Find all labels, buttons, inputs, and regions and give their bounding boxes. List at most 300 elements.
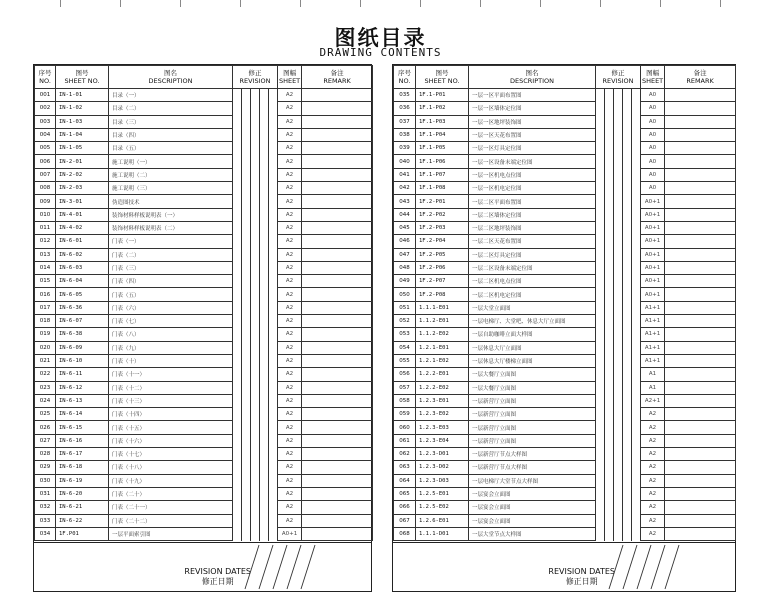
table-row [394, 501, 736, 514]
revision-cell [260, 487, 269, 500]
drawing-title: 一层大堂立面图 [469, 301, 596, 314]
table-row [35, 235, 373, 248]
revision-cell [233, 115, 242, 128]
sheet-size: A0 [641, 128, 665, 141]
sheet-size: A2 [641, 421, 665, 434]
revision-cell [623, 501, 632, 514]
ruler-tick [600, 0, 601, 7]
revision-cell [605, 235, 614, 248]
revision-cell [260, 341, 269, 354]
sheet-size: A1+1 [641, 315, 665, 328]
revision-cell [614, 527, 623, 540]
sheet-number: IN-6-10 [56, 354, 109, 367]
revision-cell [269, 102, 278, 115]
sheet-size: A2 [641, 527, 665, 540]
revision-cell [605, 115, 614, 128]
remark-cell [665, 221, 736, 234]
revision-cell [269, 394, 278, 407]
remark-cell [302, 89, 373, 102]
col-revision-header-zh: 修正 [248, 69, 262, 77]
sheet-number: 1.1.2-E02 [416, 328, 469, 341]
revision-cell [614, 221, 623, 234]
remark-cell [665, 394, 736, 407]
row-number: 046 [394, 235, 416, 248]
revision-cell [632, 182, 641, 195]
revision-cell [233, 421, 242, 434]
sheet-number: 1F.1-P06 [416, 155, 469, 168]
revision-cell [632, 341, 641, 354]
remark-cell [302, 434, 373, 447]
row-number: 011 [35, 221, 56, 234]
sheet-size: A2 [278, 208, 302, 221]
row-number: 066 [394, 501, 416, 514]
drawing-title: 门表（十九） [109, 474, 233, 487]
revision-cell [632, 208, 641, 221]
sheet-size: A2 [278, 381, 302, 394]
revision-cell [614, 102, 623, 115]
revision-cell [233, 527, 242, 540]
revision-cell [605, 434, 614, 447]
revision-cell [251, 128, 260, 141]
sheet-number: 1F.1-P03 [416, 115, 469, 128]
revision-cell [260, 142, 269, 155]
revision-cell [623, 208, 632, 221]
revision-cell [623, 408, 632, 421]
revision-cell [605, 501, 614, 514]
revision-cell [614, 501, 623, 514]
remark-cell [302, 128, 373, 141]
remark-cell [665, 128, 736, 141]
drawing-title: 一层二区墙体定位图 [469, 208, 596, 221]
revision-cell [242, 461, 251, 474]
table-row [394, 527, 736, 540]
revision-cell [251, 275, 260, 288]
col-sheet-header-zh: 图号 [75, 69, 89, 77]
revision-cell [251, 434, 260, 447]
revision-cell [269, 421, 278, 434]
revision-cell [242, 235, 251, 248]
drawing-title: 门表（十六） [109, 434, 233, 447]
ruler-tick [480, 0, 481, 7]
remark-cell [302, 142, 373, 155]
revision-cell [269, 182, 278, 195]
row-number: 025 [35, 408, 56, 421]
col-size-header [641, 66, 665, 89]
revision-slash-mark [637, 545, 651, 589]
revision-cell [632, 408, 641, 421]
row-number: 049 [394, 275, 416, 288]
table-row [394, 421, 736, 434]
row-number: 038 [394, 128, 416, 141]
revision-dates-footer-right [393, 542, 735, 591]
revision-cell [623, 368, 632, 381]
revision-cell [269, 142, 278, 155]
remark-cell [665, 368, 736, 381]
revision-cell [632, 168, 641, 181]
revision-dates-en: REVISION DATES [548, 567, 615, 576]
sheet-size: A0 [641, 89, 665, 102]
drawing-title: 装饰材料样板说明表（一） [109, 208, 233, 221]
revision-cell [614, 155, 623, 168]
revision-cell [596, 514, 605, 527]
row-number: 008 [35, 182, 56, 195]
revision-cell [242, 341, 251, 354]
revision-cell [269, 168, 278, 181]
table-row [394, 195, 736, 208]
revision-cell [260, 275, 269, 288]
revision-slash-mark [273, 545, 287, 589]
sheet-size: A0+1 [641, 221, 665, 234]
row-number: 061 [394, 434, 416, 447]
revision-cell [614, 408, 623, 421]
row-number: 032 [35, 501, 56, 514]
revision-cell [242, 275, 251, 288]
revision-cell [233, 235, 242, 248]
revision-cell [251, 354, 260, 367]
revision-cell [269, 448, 278, 461]
table-row [35, 434, 373, 447]
row-number: 002 [35, 102, 56, 115]
row-number: 064 [394, 474, 416, 487]
revision-cell [251, 341, 260, 354]
col-desc-header-zh: 图名 [525, 69, 539, 77]
sheet-number: 1F.1-P08 [416, 182, 469, 195]
remark-cell [302, 115, 373, 128]
sheet-number: 1.2.5-E02 [416, 501, 469, 514]
table-row [394, 354, 736, 367]
remark-cell [302, 261, 373, 274]
table-row [394, 128, 736, 141]
remark-cell [302, 421, 373, 434]
table-row [35, 381, 373, 394]
revision-cell [251, 115, 260, 128]
col-sheet-header-en: SHEET NO. [64, 77, 100, 85]
col-size-header [278, 66, 302, 89]
ruler-tick [180, 0, 181, 7]
row-number: 056 [394, 368, 416, 381]
row-number: 033 [35, 514, 56, 527]
revision-cell [233, 182, 242, 195]
ruler-tick [300, 0, 301, 7]
revision-cell [251, 142, 260, 155]
col-remark-header-en: REMARK [323, 77, 351, 85]
revision-cell [623, 261, 632, 274]
revision-cell [623, 168, 632, 181]
revision-cell [269, 301, 278, 314]
drawing-title: 一层一区灯具定位图 [469, 142, 596, 155]
col-revision-header [233, 66, 278, 89]
revision-cell [623, 514, 632, 527]
remark-cell [665, 514, 736, 527]
row-number: 018 [35, 315, 56, 328]
sheet-size: A2+1 [641, 394, 665, 407]
col-size-header-zh: 图幅 [646, 69, 660, 77]
drawing-title: 门表（一） [109, 235, 233, 248]
remark-cell [302, 328, 373, 341]
row-number: 010 [35, 208, 56, 221]
drawing-title: 目录（二） [109, 102, 233, 115]
table-row [394, 408, 736, 421]
sheet-size: A2 [278, 261, 302, 274]
revision-cell [614, 142, 623, 155]
sheet-size: A2 [278, 487, 302, 500]
revision-cell [251, 248, 260, 261]
table-row [394, 394, 736, 407]
revision-cell [605, 448, 614, 461]
revision-cell [242, 394, 251, 407]
sheet-number: IN-6-20 [56, 487, 109, 500]
revision-cell [251, 168, 260, 181]
sheet-size: A2 [278, 421, 302, 434]
sheet-size: A1+1 [641, 341, 665, 354]
drawing-title: 一层一区机电定位图 [469, 182, 596, 195]
drawing-title: 一层宴会立面图 [469, 487, 596, 500]
sheet-number: 1.1.1-E01 [416, 301, 469, 314]
revision-cell [623, 288, 632, 301]
revision-cell [623, 421, 632, 434]
row-number: 047 [394, 248, 416, 261]
revision-cell [233, 354, 242, 367]
sheet-number: 1.2.3-E03 [416, 421, 469, 434]
revision-cell [605, 142, 614, 155]
sheet-number: 1.2.2-E02 [416, 381, 469, 394]
sheet-number: 1.1.1-D01 [416, 527, 469, 540]
sheet-number: 1F.2-P04 [416, 235, 469, 248]
revision-cell [623, 341, 632, 354]
sheet-number: IN-1-02 [56, 102, 109, 115]
revision-cell [596, 155, 605, 168]
revision-cell [614, 474, 623, 487]
revision-cell [242, 182, 251, 195]
revision-cell [632, 248, 641, 261]
revision-cell [605, 368, 614, 381]
sheet-number: IN-6-04 [56, 275, 109, 288]
revision-cell [623, 235, 632, 248]
revision-slash-mark [609, 545, 623, 589]
revision-cell [260, 208, 269, 221]
revision-cell [632, 474, 641, 487]
revision-cell [632, 448, 641, 461]
revision-cell [242, 288, 251, 301]
revision-cell [614, 354, 623, 367]
sheet-number: IN-2-03 [56, 182, 109, 195]
remark-cell [665, 142, 736, 155]
table-row [394, 208, 736, 221]
drawing-title: 目录（五） [109, 142, 233, 155]
col-revision-header-en: REVISION [602, 77, 634, 85]
table-row [35, 527, 373, 540]
sheet-size: A2 [278, 501, 302, 514]
sheet-size: A2 [641, 434, 665, 447]
revision-cell [269, 288, 278, 301]
drawing-title: 施工说明（三） [109, 182, 233, 195]
row-number: 029 [35, 461, 56, 474]
col-revision-header-zh: 修正 [611, 69, 625, 77]
drawing-title: 门表（十二） [109, 381, 233, 394]
remark-cell [302, 341, 373, 354]
row-number: 054 [394, 341, 416, 354]
sheet-number: IN-1-03 [56, 115, 109, 128]
revision-cell [242, 301, 251, 314]
revision-cell [242, 142, 251, 155]
revision-cell [269, 474, 278, 487]
sheet-number: 1F.1-P07 [416, 168, 469, 181]
revision-slash-mark [651, 545, 665, 589]
sheet-size: A0+1 [641, 235, 665, 248]
sheet-number: IN-6-16 [56, 434, 109, 447]
sheet-number: 1.2.3-D03 [416, 474, 469, 487]
revision-cell [269, 368, 278, 381]
sheet-number: IN-1-04 [56, 128, 109, 141]
remark-cell [665, 328, 736, 341]
revision-cell [233, 248, 242, 261]
revision-slash-mark [245, 545, 259, 589]
revision-cell [632, 235, 641, 248]
revision-cell [614, 381, 623, 394]
revision-cell [242, 501, 251, 514]
table-row [35, 328, 373, 341]
revision-cell [260, 315, 269, 328]
col-desc-header-en: DESCRIPTION [510, 77, 554, 85]
revision-cell [242, 527, 251, 540]
drawing-title: 一层自助咖啡立面大样图 [469, 328, 596, 341]
revision-cell [269, 328, 278, 341]
revision-cell [260, 501, 269, 514]
revision-cell [614, 89, 623, 102]
sheet-size: A2 [278, 328, 302, 341]
revision-cell [269, 155, 278, 168]
table-row [394, 341, 736, 354]
revision-cell [596, 315, 605, 328]
remark-cell [302, 155, 373, 168]
table-row [35, 487, 373, 500]
remark-cell [302, 487, 373, 500]
drawing-title: 一层二区天花布置图 [469, 235, 596, 248]
sheet-number: 1F.2-P06 [416, 261, 469, 274]
revision-cell [251, 448, 260, 461]
revision-cell [260, 328, 269, 341]
revision-cell [242, 434, 251, 447]
revision-cell [614, 208, 623, 221]
revision-cell [596, 328, 605, 341]
revision-cell [605, 102, 614, 115]
sheet-number: IN-6-18 [56, 461, 109, 474]
drawing-title: 一层新营厅立面图 [469, 421, 596, 434]
revision-cell [632, 394, 641, 407]
table-row [394, 275, 736, 288]
ruler-tick [60, 0, 61, 7]
revision-cell [623, 315, 632, 328]
drawing-title: 一层新营厅立面图 [469, 434, 596, 447]
revision-cell [623, 102, 632, 115]
revision-cell [233, 102, 242, 115]
revision-cell [233, 501, 242, 514]
table-row [394, 514, 736, 527]
revision-cell [623, 115, 632, 128]
col-no-header-zh: 序号 [398, 69, 411, 77]
revision-cell [623, 461, 632, 474]
sheet-number: IN-4-02 [56, 221, 109, 234]
revision-cell [605, 221, 614, 234]
revision-cell [242, 208, 251, 221]
remark-cell [302, 394, 373, 407]
revision-cell [260, 182, 269, 195]
drawing-title: 门表（二十） [109, 487, 233, 500]
drawing-title: 一层一区地坪装饰图 [469, 115, 596, 128]
sheet-number: IN-6-01 [56, 235, 109, 248]
remark-cell [665, 275, 736, 288]
table-row [394, 115, 736, 128]
revision-cell [632, 221, 641, 234]
table-row [35, 368, 373, 381]
revision-cell [242, 474, 251, 487]
revision-cell [242, 89, 251, 102]
revision-cell [623, 128, 632, 141]
sheet-number: 1F.2-P03 [416, 221, 469, 234]
remark-cell [302, 168, 373, 181]
revision-slash-mark [287, 545, 301, 589]
drawing-title: 门表（十五） [109, 421, 233, 434]
sheet-number: IN-6-07 [56, 315, 109, 328]
revision-cell [632, 261, 641, 274]
sheet-size: A2 [641, 448, 665, 461]
revision-cell [269, 434, 278, 447]
drawing-title: 门表（十八） [109, 461, 233, 474]
sheet-size: A0+1 [641, 261, 665, 274]
remark-cell [665, 434, 736, 447]
sheet-number: 1.2.6-E01 [416, 514, 469, 527]
title-zh: 图纸目录 [334, 26, 427, 50]
revision-cell [632, 128, 641, 141]
revision-cell [260, 195, 269, 208]
row-number: 001 [35, 89, 56, 102]
table-row [35, 261, 373, 274]
revision-cell [632, 354, 641, 367]
revision-cell [269, 235, 278, 248]
revision-cell [632, 275, 641, 288]
sheet-size: A2 [641, 474, 665, 487]
revision-cell [596, 474, 605, 487]
sheet-number: IN-6-03 [56, 261, 109, 274]
sheet-size: A2 [278, 89, 302, 102]
remark-cell [302, 408, 373, 421]
remark-cell [665, 421, 736, 434]
revision-cell [596, 461, 605, 474]
revision-cell [605, 474, 614, 487]
sheet-number: IN-6-36 [56, 301, 109, 314]
revision-cell [632, 421, 641, 434]
revision-cell [242, 315, 251, 328]
row-number: 023 [35, 381, 56, 394]
col-no-header-zh: 序号 [38, 69, 52, 77]
revision-cell [605, 354, 614, 367]
sheet-size: A2 [278, 221, 302, 234]
drawing-title: 一层二区机电点位图 [469, 275, 596, 288]
remark-cell [665, 527, 736, 540]
row-number: 022 [35, 368, 56, 381]
revision-cell [596, 208, 605, 221]
sheet-number: 1F.1-P01 [416, 89, 469, 102]
revision-cell [632, 487, 641, 500]
drawing-title: 一层电梯厅大堂节点大样图 [469, 474, 596, 487]
drawing-title: 门表（二十二） [109, 514, 233, 527]
table-row [394, 168, 736, 181]
header-row [394, 66, 736, 89]
drawing-title: 门表（二） [109, 248, 233, 261]
revision-cell [632, 461, 641, 474]
revision-cell [605, 195, 614, 208]
table-row [35, 421, 373, 434]
